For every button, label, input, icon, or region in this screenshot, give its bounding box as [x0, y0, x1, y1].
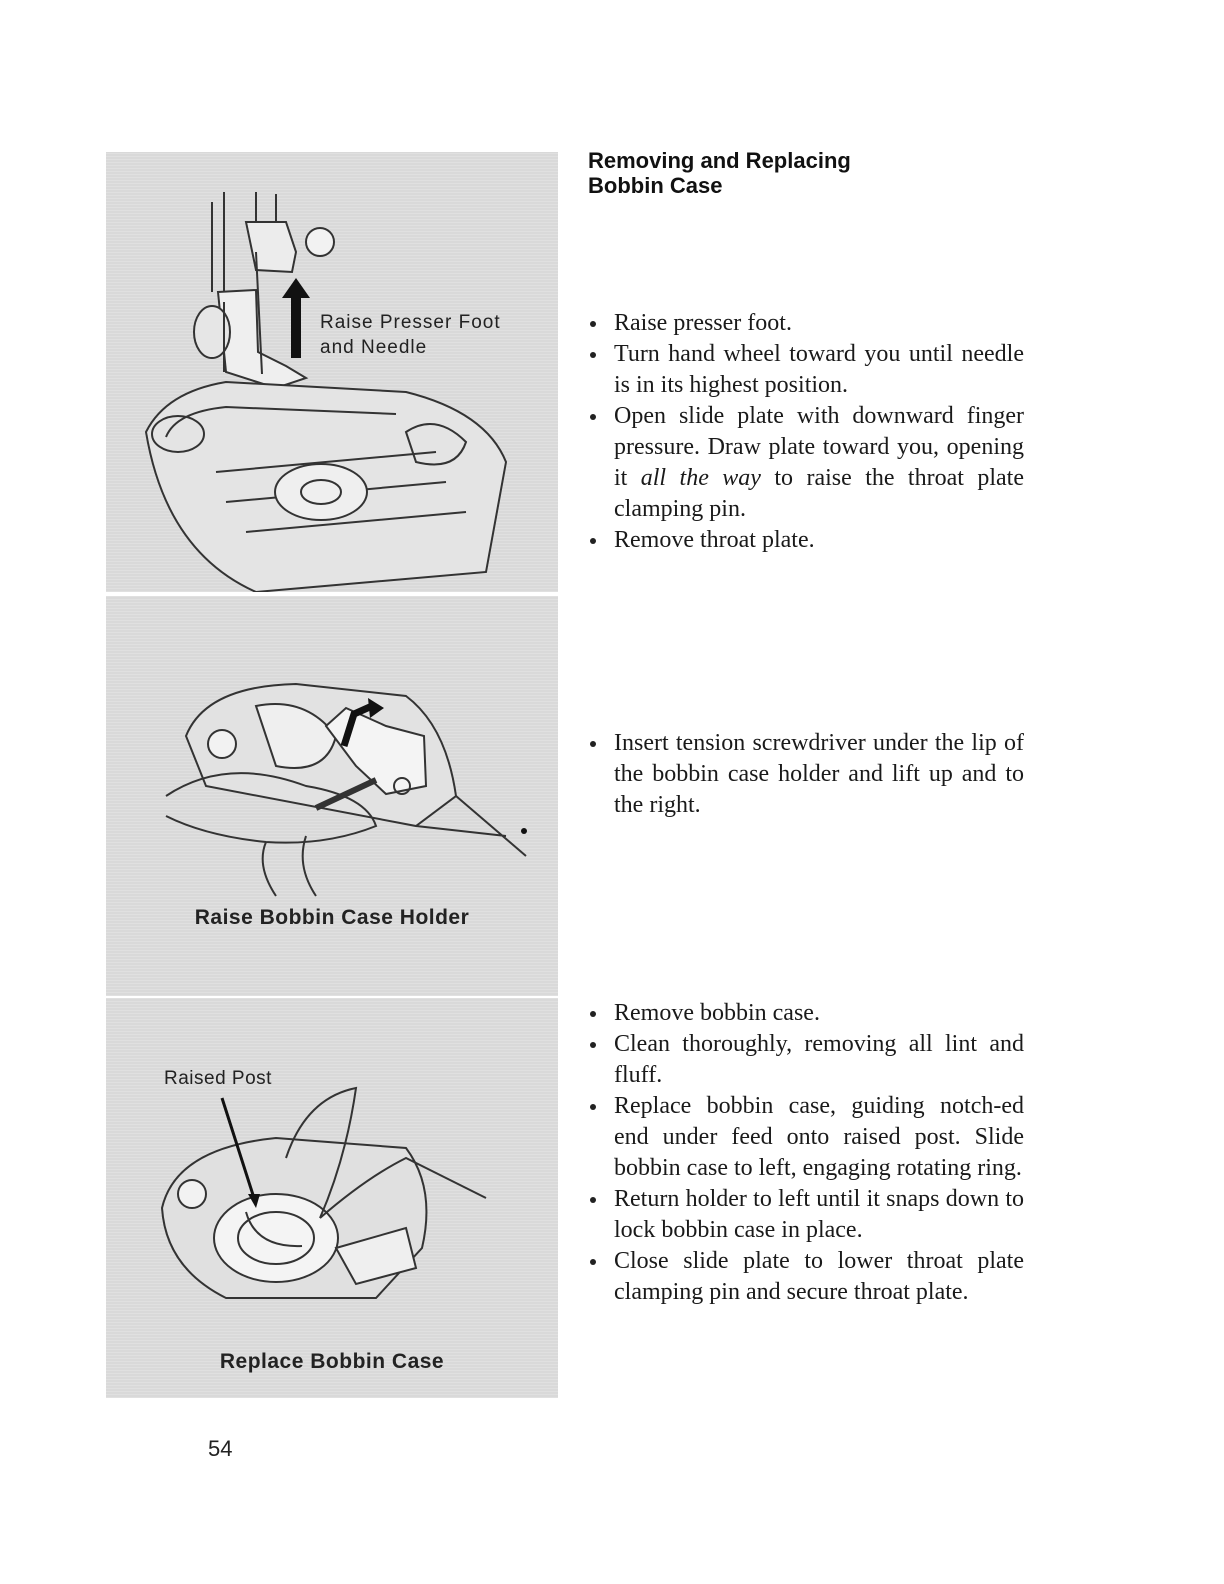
list-item: Clean thoroughly, removing all lint and fluff.: [588, 1029, 1024, 1091]
step-text: to raise the throat plate clamping pin.: [614, 465, 1024, 522]
pointer-line-icon: [106, 998, 558, 1398]
caption-line-2: and Needle: [320, 337, 428, 358]
step-emphasis: all the way: [640, 465, 761, 491]
list-item: Remove throat plate.: [588, 525, 1024, 556]
section-title: [588, 148, 968, 198]
figure-caption-raise-presser-foot: [320, 310, 501, 360]
instruction-list-2: [588, 728, 1024, 821]
step-text: Open slide plate with downward finger pressure. Draw plate toward you, opening it: [614, 403, 1024, 491]
caption-line-1: Raise Presser Foot: [320, 312, 501, 333]
page-number: 54: [208, 1436, 233, 1461]
figure-replace-bobbin-case: [106, 998, 558, 1398]
section-title-line-2: Bobbin Case: [588, 173, 723, 198]
print-speck: [521, 828, 527, 834]
figure-caption-raise-holder: Raise Bobbin Case Holder: [194, 906, 470, 929]
figure-label-raised-post: Raised Post: [164, 1068, 272, 1089]
list-item: Remove bobbin case.: [588, 998, 1024, 1029]
instruction-list-1: [588, 308, 1024, 556]
list-item: [588, 401, 1024, 525]
list-item: Return holder to left until it snaps down to lock bobbin case in place.: [588, 1184, 1024, 1246]
figure-raise-presser-foot: [106, 152, 558, 592]
list-item: Insert tension screwdriver under the lip of the bobbin case holder and lift up and to the right.: [588, 728, 1024, 821]
arrow-up-right-icon: [106, 596, 558, 996]
section-title-line-1: Removing and Replacing: [588, 148, 851, 173]
list-item: Turn hand wheel toward you until needle is in its highest position.: [588, 339, 1024, 401]
list-item: Close slide plate to lower throat plate clamping pin and secure throat plate.: [588, 1246, 1024, 1308]
list-item: Replace bobbin case, guiding notch-ed end under feed onto raised post. Slide bobbin case to left, engaging rotating ring.: [588, 1091, 1024, 1184]
figure-raise-bobbin-case-holder: [106, 596, 558, 996]
instruction-list-3: [588, 998, 1024, 1308]
list-item: Raise presser foot.: [588, 308, 1024, 339]
arrow-up-icon: [106, 152, 558, 592]
figure-caption-replace-case: Replace Bobbin Case: [219, 1350, 445, 1373]
